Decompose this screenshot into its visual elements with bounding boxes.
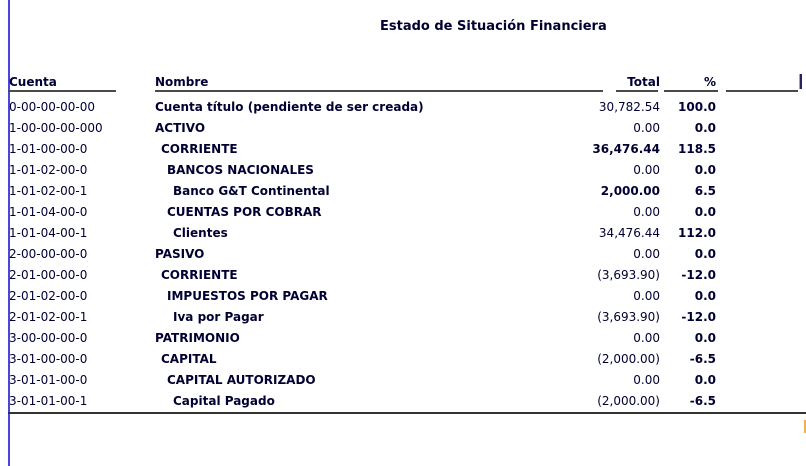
table-bottom-rule [8,412,806,414]
account-name: IMPUESTOS POR PAGAR [167,289,328,303]
account-percent: 0.0 [694,247,716,261]
table-row [0,139,806,160]
account-name: Cuenta título (pendiente de ser creada) [155,100,424,114]
account-code: 1-01-04-00-1 [9,226,88,240]
account-code: 1-01-02-00-1 [9,184,88,198]
table-row [0,97,806,118]
account-name: Banco G&T Continental [173,184,330,198]
table-row [0,265,806,286]
account-name: CUENTAS POR COBRAR [167,205,322,219]
table-row [0,307,806,328]
account-code: 1-01-00-00-0 [9,142,88,156]
account-total: 2,000.00 [600,184,660,198]
account-total: 0.00 [633,121,660,135]
header-total: Total [627,75,660,89]
table-row [0,181,806,202]
account-percent: 0.0 [694,331,716,345]
header-underline-total [616,90,658,92]
table-body [0,97,806,412]
account-percent: 0.0 [694,163,716,177]
account-code: 1-00-00-00-000 [9,121,103,135]
account-code: 2-01-02-00-1 [9,310,88,324]
header-underline-next-column [726,90,798,92]
table-row [0,286,806,307]
table-row [0,160,806,181]
account-total: 0.00 [633,205,660,219]
account-code: 1-01-04-00-0 [9,205,88,219]
header-underline-nombre [155,90,603,92]
account-percent: 118.5 [678,142,716,156]
account-name: CORRIENTE [161,142,238,156]
account-total: 36,476.44 [592,142,660,156]
account-code: 1-01-02-00-0 [9,163,88,177]
table-row [0,328,806,349]
account-name: CORRIENTE [161,268,238,282]
account-name: BANCOS NACIONALES [167,163,314,177]
account-code: 0-00-00-00-00 [9,100,96,114]
table-header [0,75,806,91]
account-name: Capital Pagado [173,394,275,408]
header-cuenta: Cuenta [9,75,57,89]
account-total: 34,476.44 [598,226,660,240]
account-total: 0.00 [633,247,660,261]
account-percent: 0.0 [694,289,716,303]
account-total: (2,000.00) [597,352,660,366]
account-total: 30,782.54 [598,100,660,114]
account-total: 0.00 [633,331,660,345]
table-row [0,202,806,223]
account-name: CAPITAL [161,352,217,366]
account-total: (3,693.90) [597,310,660,324]
account-percent: 0.0 [694,205,716,219]
account-code: 2-01-02-00-0 [9,289,88,303]
account-code: 3-01-01-00-0 [9,373,88,387]
table-row [0,370,806,391]
account-name: Iva por Pagar [173,310,264,324]
account-percent: -6.5 [689,394,716,408]
account-code: 2-01-00-00-0 [9,268,88,282]
account-name: PATRIMONIO [155,331,240,345]
account-percent: 0.0 [694,121,716,135]
account-percent: 112.0 [678,226,716,240]
table-row [0,244,806,265]
account-name: Clientes [173,226,228,240]
account-total: 0.00 [633,163,660,177]
account-percent: -12.0 [681,310,716,324]
table-row [0,349,806,370]
account-percent: 100.0 [678,100,716,114]
table-row [0,118,806,139]
header-nombre: Nombre [155,75,209,89]
clipped-next-column-header-glyph [799,74,802,89]
account-code: 2-00-00-00-0 [9,247,88,261]
account-percent: 6.5 [694,184,716,198]
table-row [0,223,806,244]
account-total: (2,000.00) [597,394,660,408]
table-row [0,391,806,412]
account-percent: -12.0 [681,268,716,282]
account-name: CAPITAL AUTORIZADO [167,373,316,387]
account-total: 0.00 [633,289,660,303]
account-code: 3-01-00-00-0 [9,352,88,366]
header-percent: % [703,75,716,89]
account-name: PASIVO [155,247,205,261]
account-name: ACTIVO [155,121,206,135]
account-code: 3-00-00-00-0 [9,331,88,345]
account-total: 0.00 [633,373,660,387]
report-title: Estado de Situación Financiera [380,19,607,34]
account-total: (3,693.90) [597,268,660,282]
account-percent: 0.0 [694,373,716,387]
header-underline-cuenta [8,90,116,92]
header-underline-percent [664,90,718,92]
account-code: 3-01-01-00-1 [9,394,88,408]
account-percent: -6.5 [689,352,716,366]
